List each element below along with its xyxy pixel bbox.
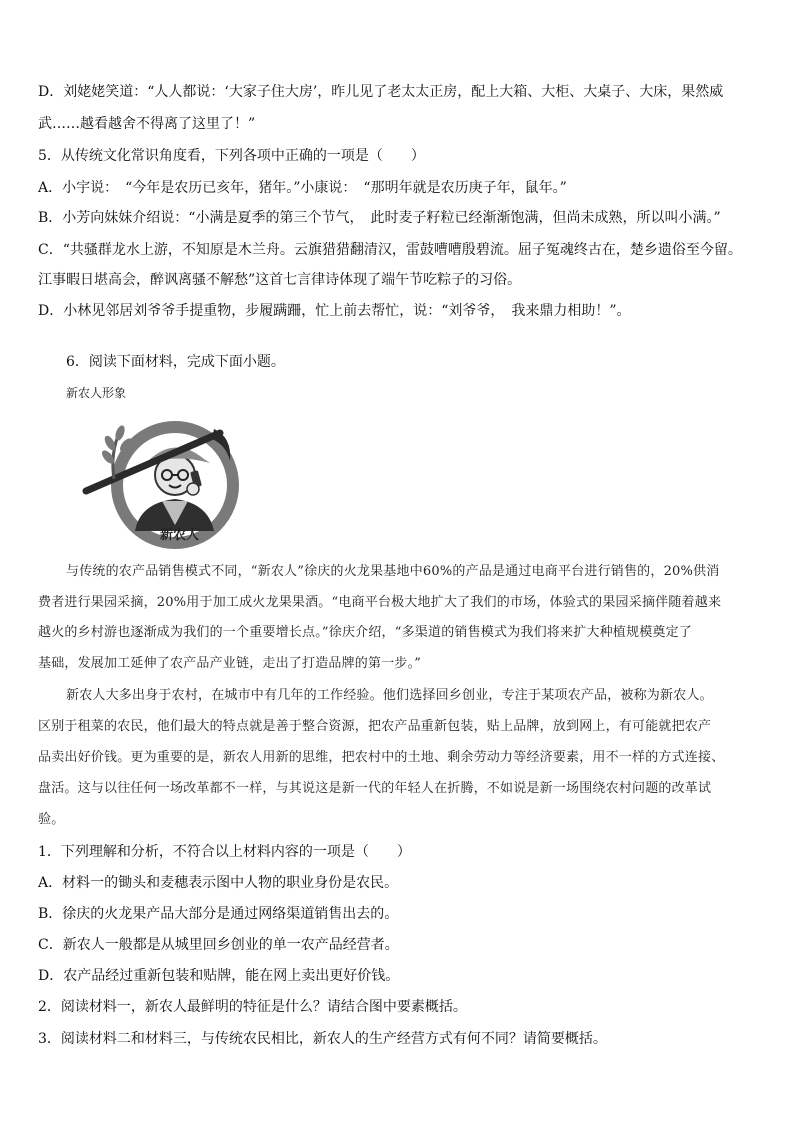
material-2-line-1: 与传统的农产品销售模式不同，“新农人”徐庆的火龙果基地中60%的产品是通过电商平台进行销售的，20%供消 — [66, 564, 720, 579]
material-3-line-1: 新农人大多出身于农村，在城市中有几年的工作经验。他们选择回乡创业，专注于某项农产品，被称为新农人。 — [66, 688, 713, 703]
q5-option-a: A．小宇说： “今年是农历已亥年，猪年。”小康说： “那明年就是农历庚子年，鼠年。” — [38, 180, 567, 196]
new-farmer-logo-image — [80, 413, 240, 553]
question-6-stem: 6．阅读下面材料，完成下面小题。 — [66, 354, 285, 370]
option-d-line-2: 武……越看越舍不得离了这里了！” — [38, 116, 256, 132]
q5-option-c-line-1: C．“共骚群龙水上游，不知原是木兰舟。云旗猎猎翻清汉，雷鼓嘈嘈殷碧流。屈子冤魂终古在，楚乡遗俗至今留。 — [38, 242, 742, 258]
sub-q1-option-b: B．徐庆的火龙果产品大部分是通过网络渠道销售出去的。 — [38, 906, 399, 922]
q5-option-b: B．小芳向妹妹介绍说：“小满是夏季的第三个节气， 此时麦子籽粒已经渐渐饱满，但尚未成熟，所以叫小满。” — [38, 210, 721, 226]
sub-q1-option-a: A．材料一的锄头和麦穗表示图中人物的职业身份是农民。 — [38, 875, 399, 891]
logo-text: 新农人 — [160, 527, 200, 542]
q5-option-d: D．小林见邻居刘爷爷手提重物，步履蹒跚，忙上前去帮忙，说：“刘爷爷， 我来鼎力相助！”。 — [38, 303, 631, 319]
material-3-line-5: 验。 — [38, 812, 65, 827]
q5-option-c-line-2: 江事暇日堪高会，醉讽离骚不解愁”这首七言律诗体现了端午节吃粽子的习俗。 — [38, 272, 522, 288]
option-d-line-1: D．刘姥姥笑道：“人人都说：‘大家子住大房’，昨儿见了老太太正房，配上大箱、大柜、大桌子、大床，果然威 — [38, 84, 724, 100]
question-5-stem: 5．从传统文化常识角度看，下列各项中正确的一项是（ ） — [38, 148, 425, 164]
material-3-line-4: 盘活。这与以往任何一场改革都不一样，与其说这是新一代的年轻人在折腾，不如说是新一场围绕农村问题的改革试 — [38, 781, 712, 796]
material-3-line-2: 区别于租菜的农民，他们最大的特点就是善于整合资源，把农产品重新包装，贴上品牌，放到网上，有可能就把农产 — [38, 719, 712, 734]
sub-question-3: 3．阅读材料二和材料三，与传统农民相比，新农人的生产经营方式有何不同？请简要概括。 — [38, 1031, 607, 1047]
figure-caption: 新农人形象 — [66, 386, 127, 400]
material-2-line-2: 费者进行果园采摘，20%用于加工成火龙果果酒。“电商平台极大地扩大了我们的市场，体验式的果园采摘伴随着越来 — [38, 595, 722, 610]
sub-question-1-stem: 1．下列理解和分析，不符合以上材料内容的一项是（ ） — [38, 844, 411, 860]
material-3-line-3: 品卖出好价钱。更为重要的是，新农人用新的思维，把农村中的土地、剩余劳动力等经济要素，用不一样的方式连接、 — [38, 750, 725, 765]
sub-question-2: 2．阅读材料一，新农人最鲜明的特征是什么？请结合图中要素概括。 — [38, 999, 467, 1015]
material-2-line-4: 基础，发展加工延伸了农产品产业链，走出了打造品牌的第一步。” — [38, 656, 422, 671]
material-2-line-3: 越火的乡村游也逐渐成为我们的一个重要增长点。”徐庆介绍，“多渠道的销售模式为我们将来扩大种植规模奠定了 — [38, 625, 692, 640]
sub-q1-option-d: D．农产品经过重新包装和贴牌，能在网上卖出更好价钱。 — [38, 968, 400, 984]
sub-q1-option-c: C．新农人一般都是从城里回乡创业的单一农产品经营者。 — [38, 937, 399, 953]
